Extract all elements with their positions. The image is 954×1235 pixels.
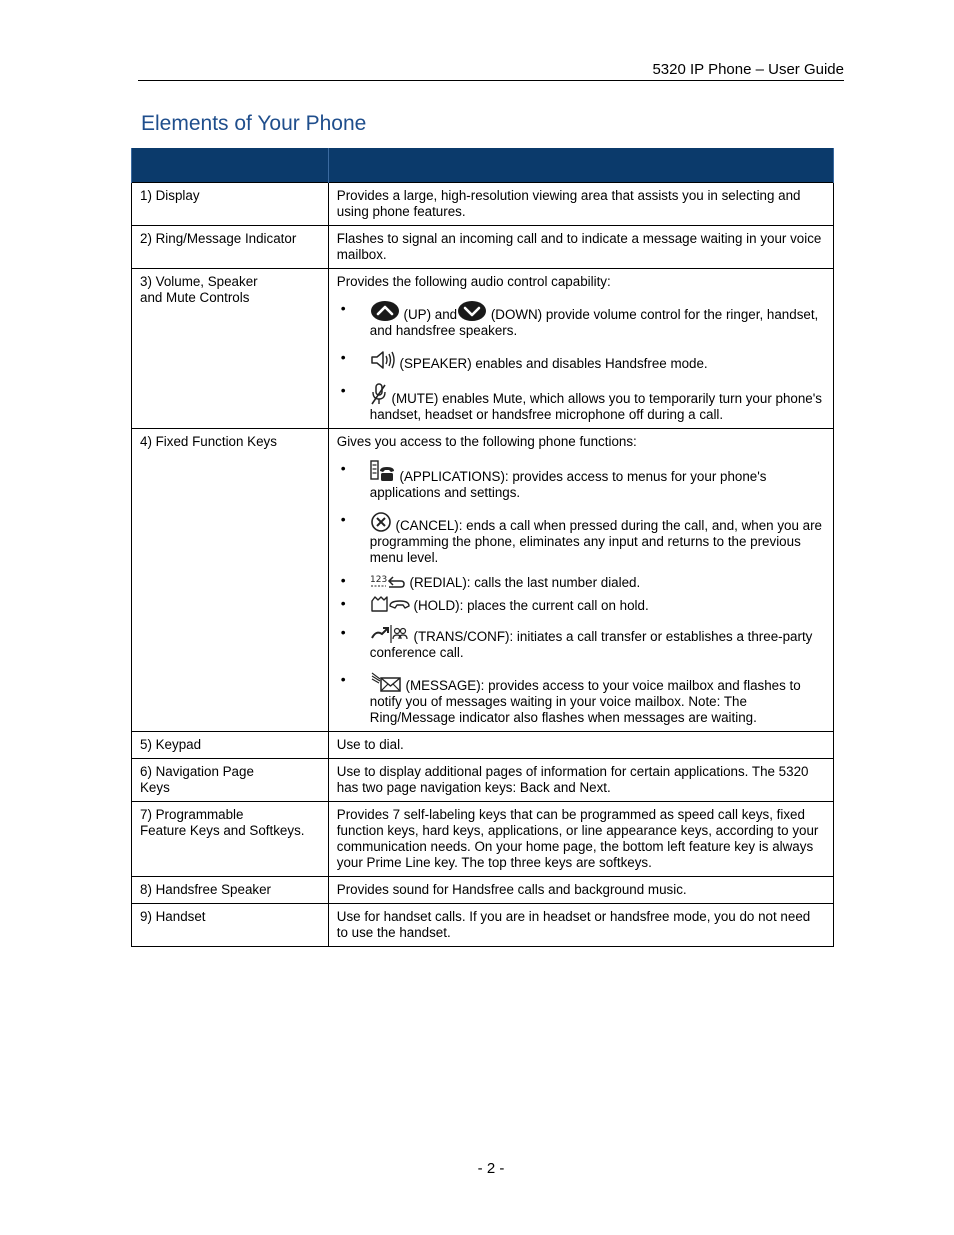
element-label-line: and Mute Controls (140, 290, 250, 305)
description-intro: Gives you access to the following phone functions: (336, 434, 637, 449)
element-cell: 8) Handsfree Speaker (132, 877, 329, 904)
bullet-text: (SPEAKER) enables and disables Handsfree mode. (395, 356, 708, 371)
element-cell: 2) Ring/Message Indicator (132, 226, 329, 269)
elements-table (131, 148, 834, 947)
down-arrow-icon (457, 300, 487, 322)
description-cell: Flashes to signal an incoming call and to indicate a message waiting in your voice mailbox. (328, 226, 833, 269)
column-header-description (328, 148, 833, 183)
hold-icon (370, 595, 410, 613)
table-row (132, 269, 834, 429)
element-label-line: 6) Navigation Page (140, 764, 254, 779)
bullet-list (337, 460, 825, 726)
bullet-text: (TRANS/CONF): initiates a call transfer or establishes a three-party conference call. (369, 629, 813, 660)
bullet-text: (MUTE) enables Mute, which allows you to temporarily turn your phone's handset, headset or handsfree microphone off during a call. (369, 391, 822, 422)
description-cell: Provides sound for Handsfree calls and background music. (328, 877, 833, 904)
description-cell: Provides 7 self-labeling keys that can be programmed as speed call keys, fixed function keys, hard keys, applications, or line appearance keys, according to your communication needs. On your home page, the bottom left feature key is always your Prime Line key. The top three keys are softkeys. (328, 802, 833, 877)
table-row (132, 226, 834, 269)
description-intro: Provides the following audio control capability: (336, 274, 611, 289)
bullet-list (337, 300, 825, 423)
speaker-icon (370, 349, 396, 371)
table-row (132, 759, 834, 802)
redial-icon (370, 572, 406, 590)
running-header: 5320 IP Phone – User Guide (138, 61, 844, 81)
list-item (337, 460, 825, 501)
description-cell: Provides a large, high-resolution viewing area that assists you in selecting and using phone features. (328, 183, 833, 226)
table-row (132, 183, 834, 226)
message-icon (370, 671, 402, 693)
mute-icon (370, 382, 388, 406)
table-row (132, 732, 834, 759)
list-item (337, 671, 825, 726)
element-cell: 5) Keypad (132, 732, 329, 759)
table-header-row (132, 148, 834, 183)
table-row (132, 904, 834, 947)
bullet-text: (REDIAL): calls the last number dialed. (405, 575, 641, 590)
element-label-line: Keys (140, 780, 170, 795)
description-cell: Use for handset calls. If you are in headset or handsfree mode, you do not need to use the handset. (328, 904, 833, 947)
list-item (337, 511, 825, 566)
list-item (337, 300, 825, 339)
up-arrow-icon (370, 300, 400, 322)
element-label-line: Feature Keys and Softkeys. (140, 823, 305, 838)
table-row (132, 429, 834, 732)
element-cell (132, 759, 329, 802)
description-cell (328, 269, 833, 429)
description-cell: Use to display additional pages of information for certain applications. The 5320 has two page navigation keys: Back and Next. (328, 759, 833, 802)
svg-text:123: • 123 (369, 575, 387, 585)
element-cell (132, 269, 329, 429)
bullet-text: (CANCEL): ends a call when pressed during the call, and, when you are programming the phone, eliminates any input and returns to the previous menu level. (369, 518, 823, 565)
list-item (337, 572, 825, 591)
trans-conf-icon (370, 624, 410, 644)
list-item (337, 382, 825, 423)
table-row (132, 877, 834, 904)
element-label-line: 7) Programmable (140, 807, 244, 822)
bullet-text: (APPLICATIONS): provides access to menus for your phone's applications and settings. (369, 469, 767, 500)
bullet-text: (UP) and (399, 307, 458, 322)
bullet-text: (MESSAGE): provides access to your voice mailbox and flashes to notify you of messages waiting in your voice mailbox. Note: The Ring/Message indicator also flashes when messages are waiting. (369, 678, 801, 725)
list-item (337, 595, 825, 614)
page-title: Elements of Your Phone (141, 112, 367, 135)
page-number: - 2 - (477, 1160, 505, 1177)
element-cell: 9) Handset (132, 904, 329, 947)
element-cell (132, 802, 329, 877)
element-cell: 1) Display (132, 183, 329, 226)
description-cell: Use to dial. (328, 732, 833, 759)
element-label-line: 3) Volume, Speaker (140, 274, 258, 289)
element-cell: 4) Fixed Function Keys (132, 429, 329, 732)
bullet-text: (DOWN) provide volume control for the ringer, handset, and handsfree speakers. (369, 307, 819, 338)
column-header-element (132, 148, 329, 183)
table-row (132, 802, 834, 877)
list-item (337, 624, 825, 661)
bullet-text: (HOLD): places the current call on hold. (409, 598, 649, 613)
cancel-icon (370, 511, 392, 533)
list-item (337, 349, 825, 372)
applications-icon (370, 460, 396, 484)
description-cell (328, 429, 833, 732)
